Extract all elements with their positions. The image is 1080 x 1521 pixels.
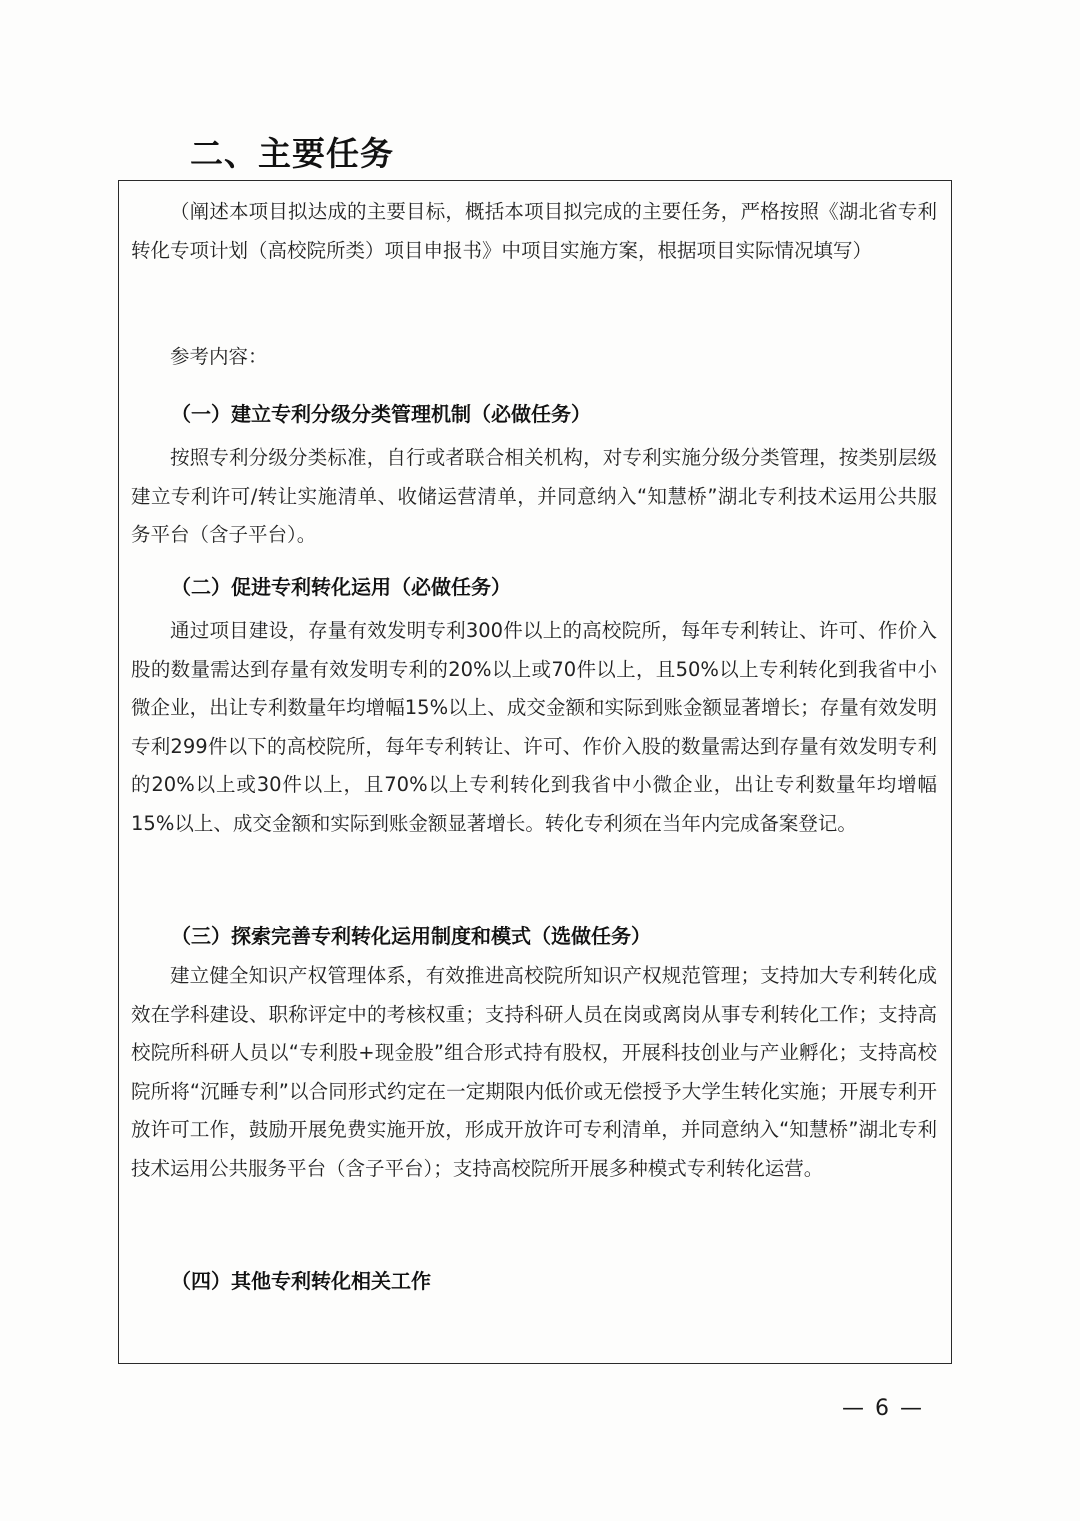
page-number: — 6 — — [842, 1396, 924, 1421]
section-title: 二、主要任务 — [190, 134, 394, 173]
task-1-body: 按照专利分级分类标准，自行或者联合相关机构，对专利实施分级分类管理，按类别层级建立专利许可/转让实施清单、收储运营清单，并同意纳入“知慧桥”湖北专利技术运用公共服务平台（含子平台）。 — [131, 446, 937, 546]
task-4-heading: （四）其他专利转化相关工作 — [171, 1269, 431, 1293]
task-1-heading: （一）建立专利分级分类管理机制（必做任务） — [171, 402, 591, 426]
task-2-heading: （二）促进专利转化运用（必做任务） — [171, 575, 511, 599]
content-box — [118, 180, 952, 1364]
task-3-body: 建立健全知识产权管理体系，有效推进高校院所知识产权规范管理；支持加大专利转化成效在学科建设、职称评定中的考核权重；支持科研人员在岗或离岗从事专利转化工作；支持高校院所科研人员以“专利股+现金股”组合形式持有股权，开展科技创业与产业孵化；支持高校院所将“沉睡专利”以合同形式约定在一定期限内低价或无偿授予大学生转化实施；开展专利开放许可工作，鼓励开展免费实施开放，形成开放许可专利清单，并同意纳入“知慧桥”湖北专利技术运用公共服务平台（含子平台）；支持高校院所开展多种模式专利转化运营。 — [131, 964, 937, 1180]
intro-paragraph: （阐述本项目拟达成的主要目标，概括本项目拟完成的主要任务，严格按照《湖北省专利转化专项计划（高校院所类）项目申报书》中项目实施方案，根据项目实际情况填写） — [131, 200, 937, 262]
reference-label: 参考内容： — [170, 345, 268, 368]
task-3-heading: （三）探索完善专利转化运用制度和模式（选做任务） — [171, 924, 651, 948]
task-2-body: 通过项目建设，存量有效发明专利300件以上的高校院所，每年专利转让、许可、作价入股的数量需达到存量有效发明专利的20%以上或70件以上，且50%以上专利转化到我省中小微企业，出让专利数量年均增幅15%以上、成交金额和实际到账金额显著增长；存量有效发明专利299件以下的高校院所，每年专利转让、许可、作价入股的数量需达到存量有效发明专利的20%以上或30件以上，且70%以上专利转化到我省中小微企业，出让专利数量年均增幅15%以上、成交金额和实际到账金额显著增长。转化专利须在当年内完成备案登记。 — [131, 619, 937, 835]
